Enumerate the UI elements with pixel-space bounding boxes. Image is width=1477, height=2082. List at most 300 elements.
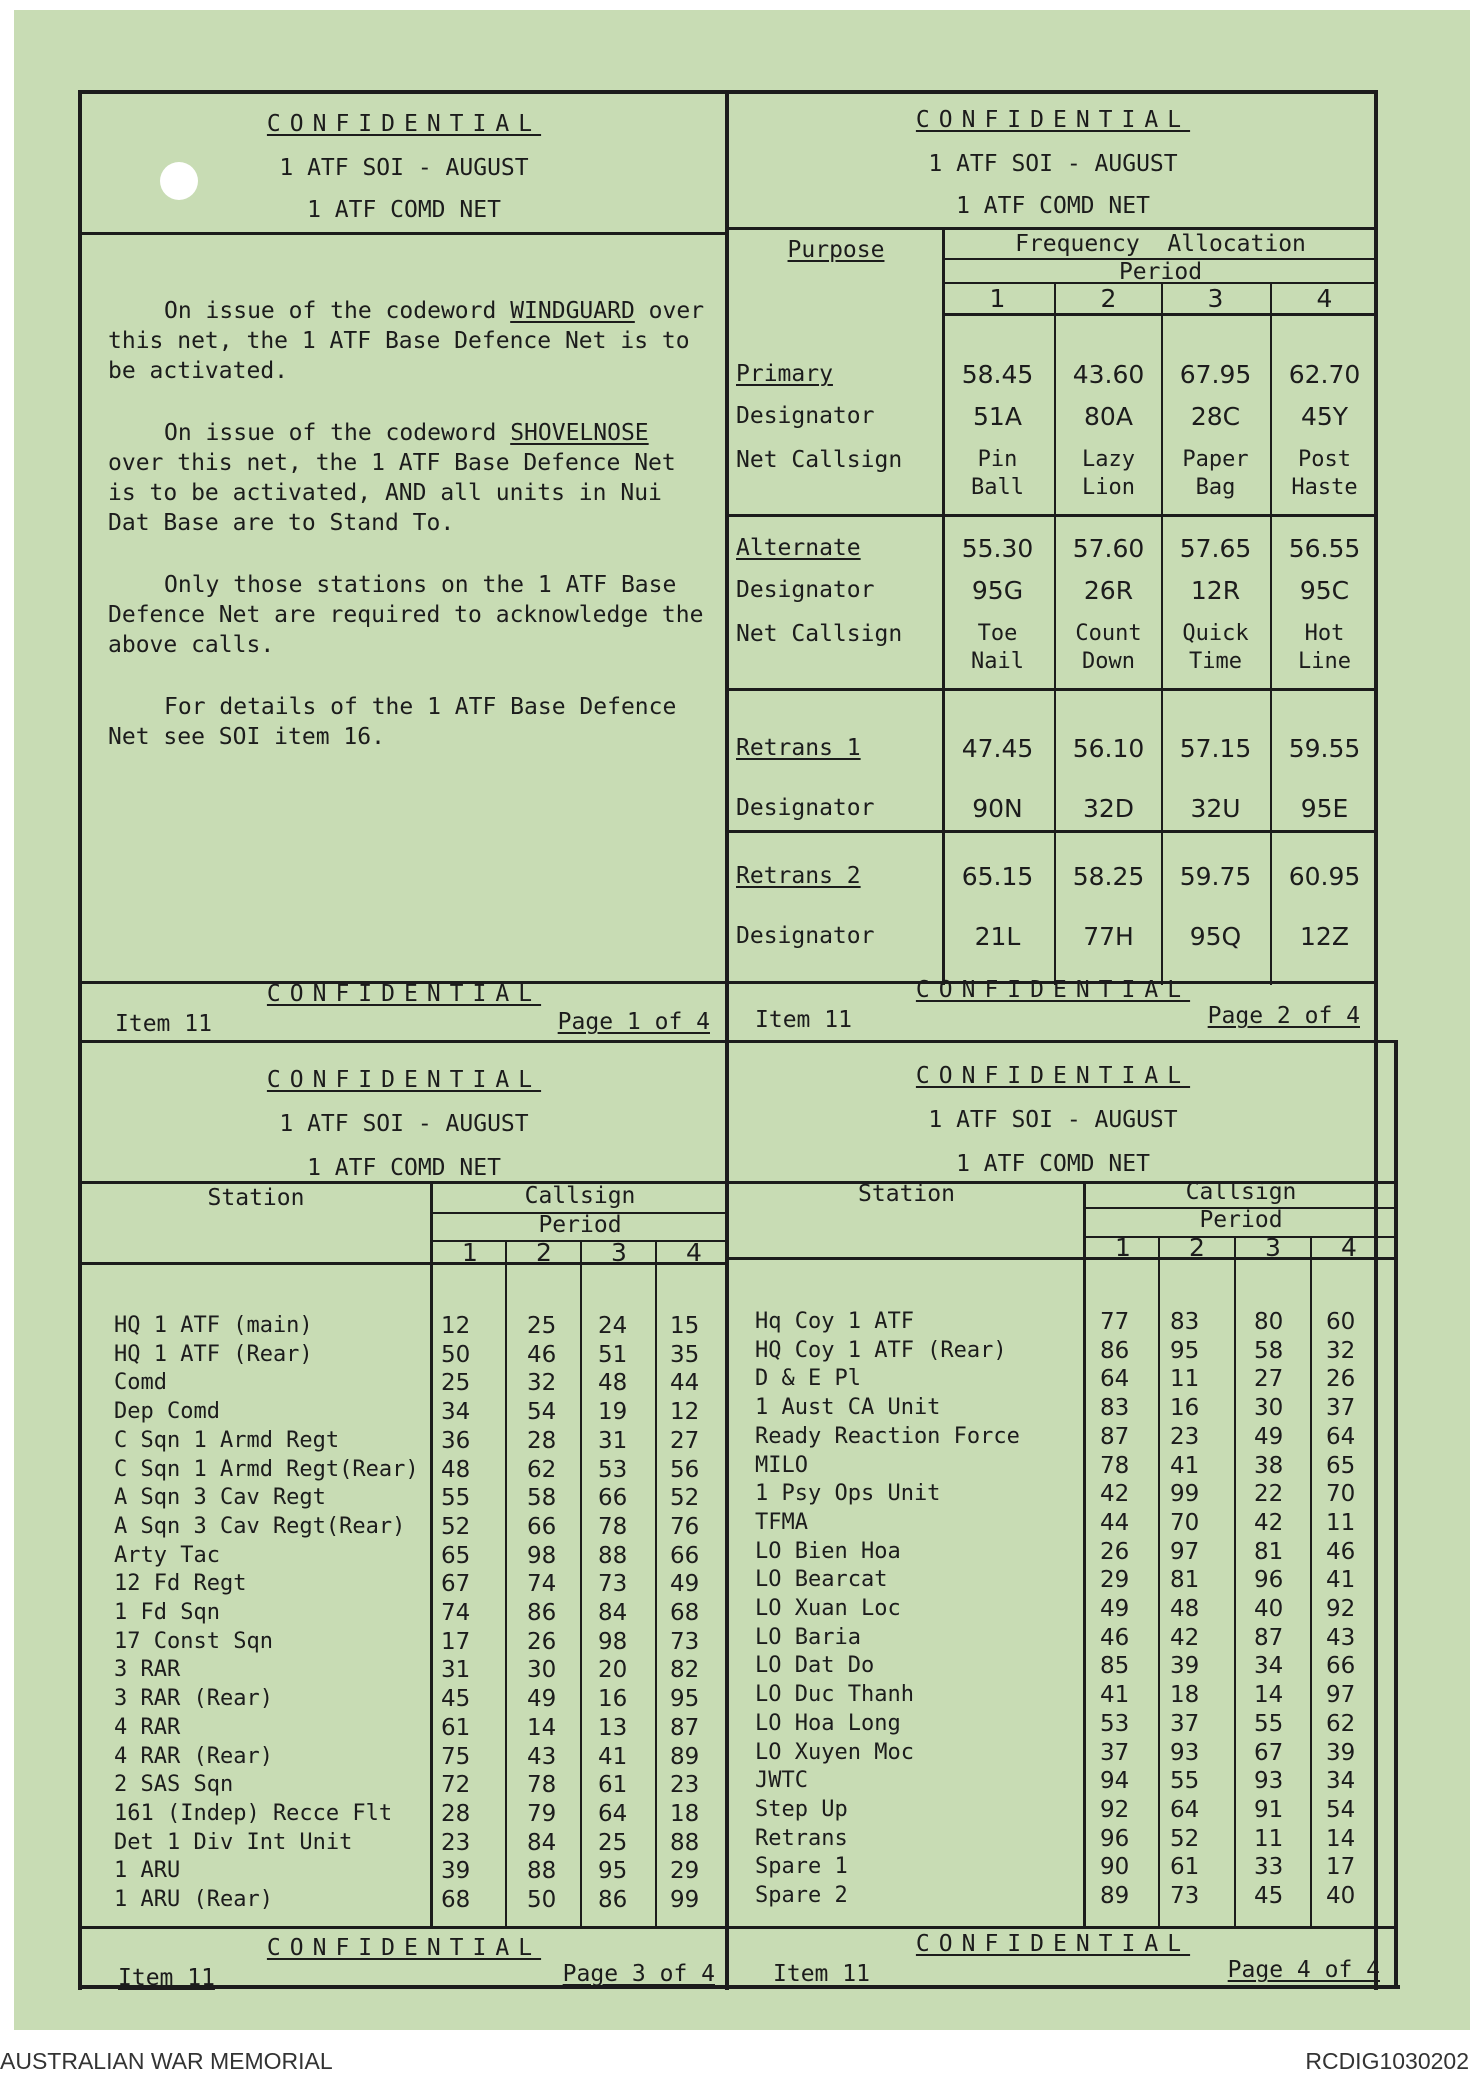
callsign-cell: 24	[598, 1313, 628, 1339]
station-name: 1 ARU (Rear)	[114, 1887, 273, 1912]
frequency-cell: 95E	[1300, 794, 1349, 823]
callsign-cell: 96	[1254, 1567, 1284, 1594]
station-name: LO Xuyen Moc	[755, 1739, 914, 1765]
row-label	[736, 922, 874, 951]
callsign-cell: 43	[1326, 1624, 1356, 1651]
item-number: Item 11	[115, 1011, 212, 1037]
callsign-cell: 34	[1326, 1768, 1356, 1795]
callsign-cell: 12	[441, 1313, 471, 1339]
row-label-text: Designator	[736, 795, 875, 821]
callsign-cell: 23	[441, 1829, 471, 1856]
station-name: A Sqn 3 Cav Regt	[114, 1485, 326, 1511]
callsign-cell: 93	[1254, 1768, 1284, 1795]
callsign-cell: 55	[441, 1485, 471, 1512]
period-number: 1	[1115, 1233, 1131, 1262]
callsign-cell: 27	[670, 1427, 700, 1454]
callsign-cell: 88	[598, 1542, 628, 1569]
callsign-cell: 86	[527, 1600, 557, 1626]
frequency-cell: 80A	[1084, 402, 1133, 431]
callsign-cell: 70	[1326, 1481, 1356, 1508]
page-number: Page 2 of 4	[1207, 1003, 1360, 1029]
row-label-text: Designator	[736, 923, 875, 949]
callsign-cell: 99	[1170, 1481, 1200, 1508]
column-header-period: Period	[1199, 1207, 1283, 1233]
row-label	[736, 862, 861, 891]
callsign-cell: 66	[670, 1542, 700, 1569]
codeword: WINDGUARD	[510, 298, 635, 324]
callsign-cell: 18	[1170, 1682, 1200, 1709]
callsign-cell: 70	[1170, 1509, 1200, 1536]
callsign-cell: 64	[598, 1800, 628, 1827]
soi-title: 1 ATF SOI - AUGUST	[928, 151, 1178, 177]
callsign-cell: 27	[1254, 1366, 1284, 1393]
station-name: Spare 2	[755, 1883, 848, 1908]
callsign-cell: 87	[1100, 1423, 1130, 1450]
row-label-text: Retrans 1	[736, 735, 861, 761]
callsign-cell: 62	[1326, 1710, 1356, 1737]
callsign-cell: 85	[1100, 1653, 1130, 1680]
soi-title: 1 ATF SOI - AUGUST	[928, 1107, 1178, 1133]
row-label	[736, 734, 861, 763]
frequency-cell: 56.10	[1072, 734, 1145, 763]
callsign-cell: 49	[527, 1686, 557, 1713]
callsign-cell: 94	[1100, 1768, 1130, 1795]
callsign-cell: 61	[441, 1714, 471, 1741]
row-label-text: Retrans 2	[736, 863, 861, 889]
frequency-cell: 26R	[1083, 576, 1134, 605]
frequency-cell: 32U	[1190, 794, 1241, 823]
period-number: 4	[1341, 1233, 1357, 1262]
callsign-cell: 53	[1100, 1710, 1130, 1737]
net-title: 1 ATF COMD NET	[307, 197, 501, 223]
paragraph: On issue of the codeword SHOVELNOSE over this net, the 1 ATF Base Defence Net is to be activated, AND all units in Nui Dat Base are to Stand To.	[108, 420, 676, 536]
callsign-cell: 46	[527, 1341, 557, 1368]
station-name: HQ 1 ATF (Rear)	[114, 1341, 313, 1367]
callsign-cell: 56	[670, 1456, 700, 1483]
frequency-cell: 32D	[1082, 794, 1135, 823]
station-name: LO Xuan Loc	[755, 1596, 901, 1621]
row-label-text: Net Callsign	[736, 621, 903, 647]
station-name: LO Bearcat	[755, 1567, 888, 1593]
callsign-cell: 39	[1326, 1739, 1356, 1766]
frequency-cell: 59.55	[1288, 734, 1361, 763]
row-label-text: Designator	[736, 577, 875, 603]
callsign-cell: 26	[1100, 1538, 1130, 1565]
callsign-cell: 29	[1100, 1567, 1130, 1594]
station-name: TFMA	[755, 1509, 808, 1535]
station-name: Spare 1	[755, 1854, 848, 1880]
callsign-cell: 25	[527, 1313, 557, 1339]
callsign-cell: 86	[598, 1887, 628, 1913]
frequency-cell: 67.95	[1179, 360, 1252, 389]
confidential-footer: CONFIDENTIAL	[915, 1931, 1191, 1957]
callsign-cell: 83	[1170, 1309, 1200, 1335]
callsign-cell: 49	[1254, 1423, 1284, 1450]
callsign-cell: 97	[1326, 1682, 1356, 1709]
callsign-cell: 93	[1170, 1739, 1200, 1766]
callsign-cell: 12	[670, 1399, 700, 1426]
callsign-cell: 52	[1170, 1825, 1200, 1852]
column-header-station: Station	[858, 1181, 955, 1207]
frequency-cell: Quick Time	[1182, 621, 1249, 674]
callsign-cell: 14	[1326, 1825, 1356, 1852]
callsign-cell: 84	[598, 1600, 628, 1626]
callsign-cell: 41	[1326, 1567, 1356, 1594]
frequency-cell: 95C	[1299, 576, 1350, 605]
callsign-cell: 26	[527, 1628, 557, 1655]
callsign-cell: 11	[1170, 1366, 1200, 1393]
callsign-cell: 51	[598, 1341, 628, 1368]
callsign-cell: 22	[1254, 1481, 1284, 1508]
station-name: 17 Const Sqn	[114, 1628, 273, 1654]
station-name: 4 RAR	[114, 1714, 181, 1740]
station-name: 12 Fd Regt	[114, 1571, 247, 1597]
station-name: LO Baria	[755, 1624, 861, 1650]
station-name: Det 1 Div Int Unit	[114, 1829, 353, 1855]
callsign-cell: 66	[527, 1513, 557, 1540]
station-name: 3 RAR (Rear)	[114, 1686, 273, 1712]
row-label	[736, 360, 833, 389]
callsign-cell: 89	[670, 1743, 700, 1770]
station-name: HQ 1 ATF (main)	[114, 1313, 313, 1338]
callsign-cell: 46	[1100, 1624, 1130, 1651]
callsign-cell: 62	[527, 1456, 557, 1483]
soi-title: 1 ATF SOI - AUGUST	[279, 155, 529, 181]
row-label	[736, 794, 874, 823]
station-name: MILO	[755, 1452, 808, 1478]
callsign-cell: 48	[598, 1370, 628, 1397]
callsign-cell: 98	[598, 1628, 628, 1655]
callsign-cell: 34	[1254, 1653, 1284, 1680]
frequency-cell: Count Down	[1075, 621, 1142, 674]
callsign-cell: 55	[1170, 1768, 1200, 1795]
station-name: Step Up	[755, 1796, 848, 1822]
callsign-cell: 38	[1254, 1452, 1284, 1479]
callsign-cell: 88	[670, 1829, 700, 1856]
callsign-cell: 37	[1170, 1710, 1200, 1737]
callsign-cell: 32	[527, 1370, 557, 1397]
callsign-cell: 95	[670, 1686, 700, 1713]
callsign-cell: 16	[598, 1686, 628, 1713]
callsign-cell: 15	[670, 1313, 700, 1339]
column-header-callsign: Callsign	[524, 1183, 636, 1209]
callsign-cell: 14	[527, 1714, 557, 1741]
codeword: SHOVELNOSE	[510, 420, 649, 446]
callsign-cell: 43	[527, 1743, 557, 1770]
callsign-cell: 26	[1326, 1366, 1356, 1393]
callsign-cell: 48	[441, 1456, 471, 1483]
frequency-cell: 59.75	[1179, 862, 1252, 891]
callsign-cell: 29	[670, 1858, 700, 1885]
callsign-cell: 30	[1254, 1395, 1284, 1422]
period-number: 3	[1207, 284, 1224, 313]
callsign-cell: 61	[598, 1772, 628, 1799]
callsign-cell: 19	[598, 1399, 628, 1426]
station-name: Dep Comd	[114, 1399, 220, 1425]
period-number: 3	[611, 1238, 627, 1267]
callsign-cell: 44	[670, 1370, 700, 1397]
row-label	[736, 576, 874, 605]
callsign-cell: 75	[441, 1743, 471, 1770]
callsign-cell: 66	[598, 1485, 628, 1512]
row-label-text: Net Callsign	[736, 447, 903, 473]
callsign-cell: 72	[441, 1772, 471, 1799]
period-number: 4	[1316, 284, 1333, 313]
station-name: LO Hoa Long	[755, 1710, 901, 1736]
row-label	[736, 402, 874, 431]
callsign-cell: 11	[1254, 1825, 1284, 1852]
callsign-cell: 49	[1100, 1596, 1130, 1622]
frequency-cell: 57.15	[1179, 734, 1252, 763]
station-name: LO Duc Thanh	[755, 1682, 914, 1708]
frequency-cell: 95G	[971, 576, 1024, 605]
callsign-cell: 31	[441, 1657, 471, 1684]
station-name: Comd	[114, 1370, 167, 1396]
station-name: 1 Fd Sqn	[114, 1600, 220, 1625]
callsign-cell: 64	[1100, 1366, 1130, 1393]
callsign-cell: 40	[1326, 1883, 1356, 1909]
frequency-cell: 28C	[1190, 402, 1241, 431]
callsign-cell: 41	[598, 1743, 628, 1770]
item-number: Item 11	[118, 1965, 215, 1991]
callsign-cell: 90	[1100, 1854, 1130, 1881]
callsign-cell: 46	[1326, 1538, 1356, 1565]
frequency-cell: 55.30	[961, 534, 1034, 563]
column-header-callsign: Callsign	[1185, 1179, 1297, 1205]
callsign-cell: 73	[598, 1571, 628, 1598]
callsign-cell: 17	[1326, 1854, 1356, 1881]
callsign-cell: 74	[441, 1600, 471, 1626]
station-name: D & E Pl	[755, 1366, 861, 1392]
callsign-cell: 78	[527, 1772, 557, 1799]
archive-credit: AUSTRALIAN WAR MEMORIAL	[0, 2048, 333, 2074]
callsign-cell: 68	[670, 1600, 700, 1626]
activation-instructions	[108, 296, 708, 752]
station-name: Hq Coy 1 ATF	[755, 1309, 914, 1334]
callsign-cell: 82	[670, 1657, 700, 1684]
callsign-cell: 73	[670, 1628, 700, 1655]
station-name: JWTC	[755, 1768, 808, 1794]
callsign-cell: 92	[1100, 1796, 1130, 1823]
frequency-cell: 58.45	[961, 360, 1034, 389]
station-name: LO Bien Hoa	[755, 1538, 901, 1564]
frequency-cell: Lazy Lion	[1082, 447, 1135, 500]
row-label-text: Primary	[736, 361, 833, 387]
callsign-cell: 58	[527, 1485, 557, 1512]
callsign-cell: 45	[441, 1686, 471, 1713]
item-number: Item 11	[755, 1007, 852, 1033]
callsign-cell: 76	[670, 1513, 700, 1540]
frequency-cell: Paper Bag	[1182, 447, 1249, 500]
callsign-cell: 48	[1170, 1596, 1200, 1622]
paragraph: Only those stations on the 1 ATF Base Defence Net are required to acknowledge the above calls.	[108, 572, 704, 658]
callsign-cell: 41	[1100, 1682, 1130, 1709]
callsign-cell: 50	[441, 1341, 471, 1368]
page-number: Page 3 of 4	[562, 1961, 715, 1987]
callsign-cell: 65	[1326, 1452, 1356, 1479]
frequency-cell: 90N	[972, 794, 1023, 823]
callsign-cell: 42	[1170, 1624, 1200, 1651]
callsign-cell: 58	[1254, 1337, 1284, 1364]
frequency-cell: 58.25	[1072, 862, 1145, 891]
callsign-cell: 20	[598, 1657, 628, 1684]
station-name: C Sqn 1 Armd Regt	[114, 1427, 340, 1453]
callsign-cell: 68	[441, 1887, 471, 1913]
column-header-purpose: Purpose	[787, 237, 885, 263]
callsign-cell: 40	[1254, 1596, 1284, 1622]
row-label	[736, 620, 902, 649]
callsign-cell: 89	[1100, 1883, 1130, 1909]
frequency-cell: 51A	[973, 402, 1022, 431]
station-name: 2 SAS Sqn	[114, 1772, 234, 1798]
station-name: Arty Tac	[114, 1542, 220, 1568]
callsign-cell: 31	[598, 1427, 628, 1454]
callsign-cell: 95	[1170, 1337, 1200, 1364]
confidential-footer: CONFIDENTIAL	[266, 1935, 542, 1961]
callsign-cell: 52	[670, 1485, 700, 1512]
callsign-cell: 25	[598, 1829, 628, 1856]
callsign-cell: 18	[670, 1800, 700, 1827]
callsign-cell: 54	[527, 1399, 557, 1426]
station-name: 1 Psy Ops Unit	[755, 1481, 941, 1507]
callsign-cell: 64	[1170, 1796, 1200, 1823]
period-number: 4	[686, 1238, 702, 1267]
callsign-cell: 91	[1254, 1796, 1284, 1823]
frequency-cell: Hot Line	[1298, 621, 1351, 674]
frequency-cell: 47.45	[961, 734, 1034, 763]
callsign-cell: 87	[670, 1714, 700, 1741]
frequency-cell: 56.55	[1288, 534, 1361, 563]
callsign-cell: 37	[1326, 1395, 1356, 1422]
frequency-cell: 77H	[1083, 922, 1134, 951]
callsign-cell: 73	[1170, 1883, 1200, 1909]
frequency-cell: 12R	[1190, 576, 1241, 605]
soi-title: 1 ATF SOI - AUGUST	[279, 1111, 529, 1137]
period-number: 2	[1100, 284, 1117, 313]
callsign-cell: 81	[1170, 1567, 1200, 1594]
station-name: C Sqn 1 Armd Regt(Rear)	[114, 1456, 419, 1482]
station-name: 3 RAR	[114, 1657, 181, 1683]
callsign-cell: 50	[527, 1887, 557, 1913]
frequency-cell: Toe Nail	[971, 621, 1024, 674]
callsign-cell: 97	[1170, 1538, 1200, 1565]
callsign-cell: 42	[1100, 1481, 1130, 1508]
station-name: Retrans	[755, 1825, 848, 1851]
callsign-cell: 53	[598, 1456, 628, 1483]
station-name: A Sqn 3 Cav Regt(Rear)	[114, 1513, 406, 1539]
period-number: 1	[989, 284, 1006, 313]
callsign-cell: 99	[670, 1887, 700, 1913]
callsign-cell: 13	[598, 1714, 628, 1741]
row-label-text: Alternate	[736, 535, 861, 561]
callsign-cell: 28	[527, 1427, 557, 1454]
callsign-cell: 65	[441, 1542, 471, 1569]
column-header-period: Period	[1118, 259, 1203, 285]
callsign-cell: 35	[670, 1341, 700, 1368]
callsign-cell: 30	[527, 1657, 557, 1684]
frequency-cell: 62.70	[1288, 360, 1361, 389]
station-name: Ready Reaction Force	[755, 1423, 1020, 1449]
net-title: 1 ATF COMD NET	[956, 193, 1150, 219]
callsign-cell: 67	[441, 1571, 471, 1598]
callsign-cell: 92	[1326, 1596, 1356, 1622]
confidential-heading: CONFIDENTIAL	[266, 1067, 542, 1093]
callsign-cell: 74	[527, 1571, 557, 1598]
station-name: 1 Aust CA Unit	[755, 1395, 941, 1421]
confidential-heading: CONFIDENTIAL	[266, 111, 542, 137]
row-label-text: Designator	[736, 403, 875, 429]
column-header-frequency: Frequency Allocation	[1015, 231, 1306, 257]
row-label	[736, 446, 902, 475]
confidential-heading: CONFIDENTIAL	[915, 1063, 1191, 1089]
frequency-cell: Pin Ball	[971, 447, 1024, 500]
frequency-cell: 60.95	[1288, 862, 1361, 891]
callsign-cell: 39	[441, 1858, 471, 1885]
net-title: 1 ATF COMD NET	[307, 1155, 501, 1181]
period-number: 2	[1189, 1233, 1205, 1262]
callsign-cell: 54	[1326, 1796, 1356, 1823]
item-number: Item 11	[773, 1961, 870, 1987]
page-number: Page 4 of 4	[1227, 1957, 1380, 1983]
callsign-cell: 25	[441, 1370, 471, 1397]
callsign-cell: 36	[441, 1427, 471, 1454]
callsign-cell: 95	[598, 1858, 628, 1885]
frequency-cell: 57.60	[1072, 534, 1145, 563]
callsign-cell: 45	[1254, 1883, 1284, 1909]
callsign-cell: 96	[1100, 1825, 1130, 1852]
callsign-cell: 23	[1170, 1423, 1200, 1450]
frequency-cell: 21L	[974, 922, 1021, 951]
frequency-cell: 12Z	[1300, 922, 1349, 951]
callsign-cell: 16	[1170, 1395, 1200, 1422]
callsign-cell: 14	[1254, 1682, 1284, 1709]
callsign-cell: 80	[1254, 1309, 1284, 1335]
period-number: 3	[1265, 1233, 1281, 1262]
net-title: 1 ATF COMD NET	[956, 1151, 1150, 1177]
callsign-cell: 11	[1326, 1509, 1356, 1536]
callsign-cell: 86	[1100, 1337, 1130, 1364]
paragraph: On issue of the codeword WINDGUARD over this net, the 1 ATF Base Defence Net is to be activated.	[108, 298, 705, 384]
frequency-cell: 95Q	[1189, 922, 1242, 951]
callsign-cell: 44	[1100, 1509, 1130, 1536]
callsign-cell: 83	[1100, 1395, 1130, 1422]
callsign-cell: 52	[441, 1513, 471, 1540]
callsign-cell: 77	[1100, 1309, 1130, 1335]
callsign-cell: 98	[527, 1542, 557, 1569]
callsign-cell: 84	[527, 1829, 557, 1856]
confidential-footer: CONFIDENTIAL	[266, 981, 542, 1007]
page-number: Page 1 of 4	[557, 1009, 710, 1035]
callsign-cell: 32	[1326, 1337, 1356, 1364]
callsign-cell: 23	[670, 1772, 700, 1799]
frequency-cell: 45Y	[1300, 402, 1349, 431]
station-name: HQ Coy 1 ATF (Rear)	[755, 1337, 1007, 1363]
station-name: 161 (Indep) Recce Flt	[114, 1800, 393, 1826]
period-number: 2	[536, 1238, 552, 1267]
callsign-cell: 42	[1254, 1509, 1284, 1536]
frequency-cell: 65.15	[961, 862, 1034, 891]
callsign-cell: 60	[1326, 1309, 1356, 1335]
callsign-cell: 67	[1254, 1739, 1284, 1766]
callsign-cell: 55	[1254, 1710, 1284, 1737]
callsign-cell: 81	[1254, 1538, 1284, 1565]
callsign-cell: 41	[1170, 1452, 1200, 1479]
callsign-cell: 17	[441, 1628, 471, 1655]
callsign-cell: 78	[1100, 1452, 1130, 1479]
callsign-cell: 64	[1326, 1423, 1356, 1450]
paragraph: For details of the 1 ATF Base Defence Net see SOI item 16.	[108, 694, 677, 750]
callsign-cell: 78	[598, 1513, 628, 1540]
